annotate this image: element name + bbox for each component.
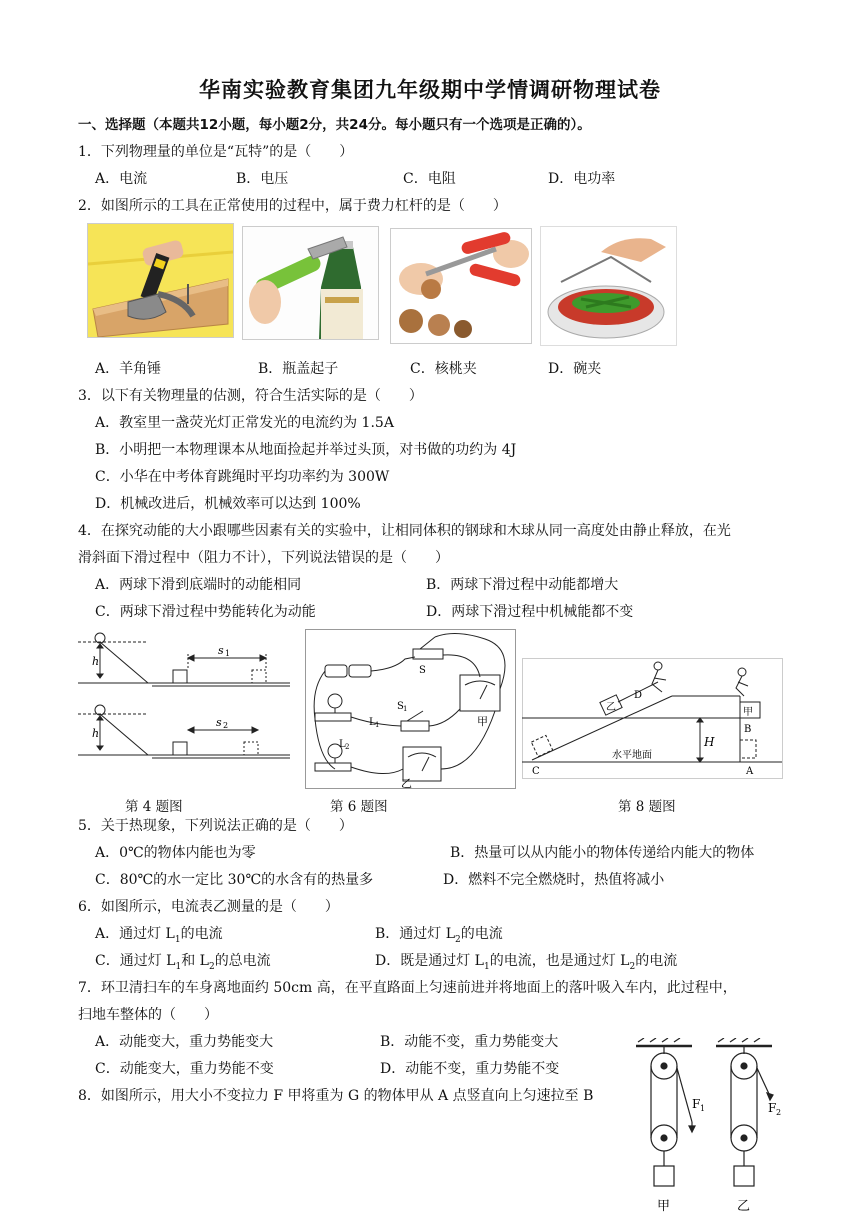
fig8-label-yi: 乙	[606, 702, 616, 713]
q8-stem: 8．如图所示，用大小不变拉力 F 甲将重为 G 的物体甲从 A 点竖直向上匀速拉至 B	[78, 1088, 594, 1104]
fig6-lamp-L1-sub: 1	[375, 721, 380, 729]
q1-stem: 1．下列物理量的单位是“瓦特”的是（ ）	[78, 144, 354, 160]
fig6-lamp-L2-sub: 2	[345, 743, 350, 751]
q3-option-c: C．小华在中考体育跳绳时平均功率约为 300W	[95, 469, 390, 485]
q2-option-a: A．羊角锤	[95, 361, 162, 377]
q2-option-c: C．核桃夹	[410, 361, 477, 377]
q4-option-a: A．两球下滑到底端时的动能相同	[95, 577, 302, 593]
pulley-F2-sub: 2	[776, 1108, 782, 1117]
figure-6-caption: 第 6 题图	[330, 799, 388, 815]
q2-option-d: D．碗夹	[548, 361, 602, 377]
q5-option-d: D．燃料不完全燃烧时，热值将减小	[443, 872, 665, 888]
q7-option-d: D．动能不变，重力势能不变	[380, 1061, 560, 1077]
pulley-F1-sub: 1	[700, 1104, 706, 1113]
q5-option-a: A．0℃的物体内能也为零	[95, 845, 256, 861]
fig4-s2-label: s	[216, 716, 222, 729]
q3-option-d: D．机械改进后，机械效率可以达到 100%	[95, 496, 361, 512]
pulley-F2-label: F	[768, 1101, 777, 1115]
q6-stem: 6．如图所示，电流表乙测量的是（ ）	[78, 899, 339, 915]
fig8-label-A: A	[746, 766, 754, 777]
figure-4-slope-diagram	[78, 628, 296, 768]
figure-8-incline-diagram	[522, 658, 784, 780]
q2-stem: 2．如图所示的工具在正常使用的过程中，属于费力杠杆的是（ ）	[78, 198, 507, 214]
q1-option-a: A．电流	[95, 171, 148, 187]
q3-option-b: B．小明把一本物理课本从地面捡起并举过头顶，对书做的功约为 4J	[95, 442, 517, 458]
fig6-switch-S1-sub: 1	[403, 705, 408, 713]
figure-8-caption: 第 8 题图	[618, 799, 676, 815]
q6-option-b: B．通过灯 $L_2$的电流	[375, 926, 503, 945]
fig4-s1-sub: 1	[225, 649, 231, 658]
fig6-lamp-L1: L	[369, 717, 376, 728]
q1-option-c: C．电阻	[403, 171, 456, 187]
q4-option-d: D．两球下滑过程中机械能都不变	[426, 604, 634, 620]
fig6-ammeter-jia: 甲	[477, 715, 488, 728]
nutcracker-photo	[390, 228, 532, 344]
section-heading: 一、选择题（本题共12小题，每小题2分，共24分。每小题只有一个选项是正确的）。	[78, 117, 591, 133]
q3-stem: 3．以下有关物理量的估测，符合生活实际的是（ ）	[78, 388, 423, 404]
q6-option-d: D．既是通过灯 $L_1$的电流，也是通过灯 $L_2$的电流	[375, 953, 678, 972]
q4-stem-line1: 4．在探究动能的大小跟哪些因素有关的实验中，让相同体积的钢球和木球从同一高度处由静止释放，在光	[78, 523, 731, 539]
fig6-ammeter-yi: 乙	[401, 777, 412, 789]
q7-stem-line2: 扫地车整体的（ ）	[78, 1007, 218, 1023]
q2-option-b: B．瓶盖起子	[258, 361, 339, 377]
fig4-s1-label: s	[218, 644, 224, 657]
bottle-opener-photo	[242, 226, 379, 340]
fig4-h-label-2: h	[92, 727, 100, 740]
fig4-h-label-1: h	[92, 655, 100, 668]
q7-option-a: A．动能变大，重力势能变大	[95, 1034, 274, 1050]
page-title: 华南实验教育集团九年级期中学情调研物理试卷	[199, 78, 661, 102]
fig6-switch-S1: S	[397, 701, 404, 712]
q5-option-b: B．热量可以从内能小的物体传递给内能大的物体	[450, 845, 755, 861]
q4-stem-line2: 滑斜面下滑过程中（阻力不计），下列说法错误的是（ ）	[78, 550, 449, 566]
pulley-label-jia: 甲	[657, 1199, 671, 1214]
q6-option-a: A．通过灯 $L_1$的电流	[95, 926, 223, 945]
figure-6-circuit-diagram	[305, 629, 517, 789]
fig8-label-B: B	[744, 724, 752, 735]
q3-option-a: A．教室里一盏荧光灯正常发光的电流约为 1.5A	[95, 415, 394, 431]
q4-option-c: C．两球下滑过程中势能转化为动能	[95, 604, 316, 620]
figure-4-caption: 第 4 题图	[125, 799, 183, 815]
claw-hammer-photo	[87, 223, 234, 338]
fig8-label-C: C	[532, 766, 540, 777]
fig8-label-H: H	[704, 735, 715, 749]
fig4-s2-sub: 2	[223, 721, 229, 730]
q7-option-c: C．动能变大，重力势能不变	[95, 1061, 274, 1077]
q7-option-b: B．动能不变，重力势能变大	[380, 1034, 559, 1050]
fig8-label-D: D	[634, 690, 643, 701]
pulley-label-yi: 乙	[737, 1199, 751, 1214]
pulley-F1-label: F	[692, 1097, 701, 1111]
q1-option-d: D．电功率	[548, 171, 616, 187]
bowl-clip-photo	[540, 226, 677, 346]
fig8-label-jia: 甲	[743, 707, 753, 718]
q1-option-b: B．电压	[236, 171, 289, 187]
q5-option-c: C．80℃的水一定比 30℃的水含有的热量多	[95, 872, 374, 888]
q7-stem-line1: 7．环卫清扫车的车身离地面约 50cm 高，在平直路面上匀速前进并将地面上的落叶吸入车内，此过程中，	[78, 980, 737, 996]
q4-option-b: B．两球下滑过程中动能都增大	[426, 577, 619, 593]
q5-stem: 5．关于热现象，下列说法正确的是（ ）	[78, 818, 353, 834]
pulley-system-diagram	[630, 1038, 790, 1216]
fig6-lamp-L2: L	[339, 739, 346, 750]
fig6-switch-S: S	[419, 665, 426, 676]
q6-option-c: C．通过灯 $L_1$和 $L_2$的总电流	[95, 953, 271, 972]
fig8-ground-label: 水平地面	[612, 750, 652, 761]
